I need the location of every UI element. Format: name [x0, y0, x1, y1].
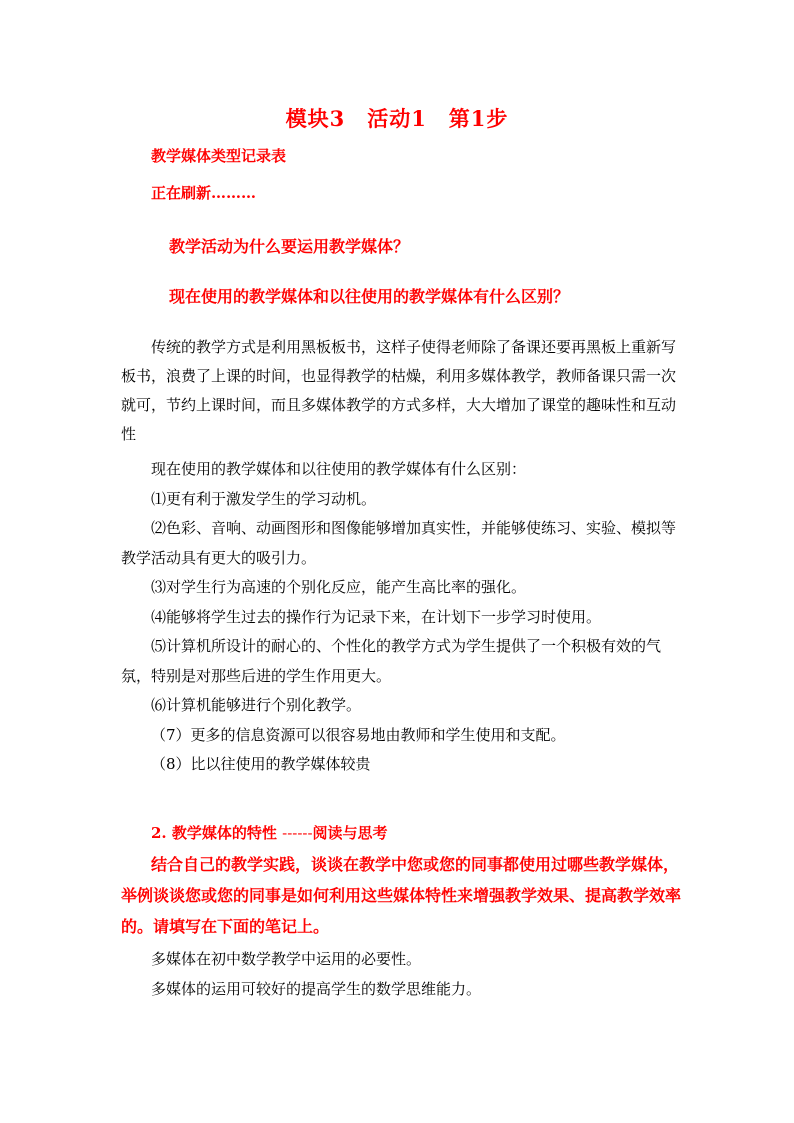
page-title: 模块3 活动1 第1步 [285, 106, 509, 131]
note-line: 多媒体在初中数学教学中运用的必要性。 [151, 950, 422, 968]
list-item: （8）比以往使用的教学媒体较贵 [151, 755, 371, 773]
question-difference: 现在使用的教学媒体和以往使用的教学媒体有什么区别？ [169, 287, 570, 306]
list-item: （7）更多的信息资源可以很容易地由教师和学生使用和支配。 [151, 725, 566, 744]
list-item: ⑵色彩、音响、动画图形和图像能够增加真实性，并能够使练习、实验、模拟等教学活动具有更大的吸引力。 [121, 519, 677, 567]
section2-heading-tail: 阅读与思考 [312, 824, 388, 842]
section2-heading-text: 2. 教学媒体的特性 [151, 824, 277, 842]
differences-list [121, 455, 681, 780]
section2-dash: ------ [282, 824, 313, 842]
list-item: ⑴更有利于激发学生的学习动机。 [151, 489, 377, 508]
table-subtitle: 教学媒体类型记录表 [151, 147, 287, 165]
question-why-media: 教学活动为什么要运用教学媒体？ [169, 237, 410, 256]
section2-heading [151, 822, 388, 843]
list-item: ⑶对学生行为高速的个别化反应，能产生高比率的强化。 [151, 578, 527, 596]
traditional-teaching-paragraph: 传统的教学方式是利用黑板板书，这样子使得老师除了备课还要再黑板上重新写板书，浪费了上课的时间，也显得教学的枯燥，利用多媒体教学，教师备课只需一次就可，节约上课时间，而且多媒体教学的方式多样，大大增加了课堂的趣味性和互动性 [121, 338, 677, 443]
notes-block [121, 944, 681, 1004]
section2-prompt: 结合自己的教学实践，谈谈在教学中您或您的同事都使用过哪些教学媒体，举例谈谈您或您的同事是如何利用这些媒体特性来增强教学效果、提高教学效率的。请填写在下面的笔记上。 [121, 855, 682, 936]
list-item: ⑹计算机能够进行个别化教学。 [151, 696, 362, 714]
list-item: ⑸计算机所设计的耐心的、个性化的教学方式为学生提供了一个积极有效的气氛，特别是对那些后进的学生作用更大。 [121, 637, 662, 685]
note-line: 多媒体的运用可较好的提高学生的数学思维能力。 [151, 980, 482, 998]
list-item: ⑷能够将学生过去的操作行为记录下来，在计划下一步学习时使用。 [151, 607, 602, 626]
differences-intro: 现在使用的教学媒体和以往使用的教学媒体有什么区别： [151, 460, 527, 478]
refreshing-status: 正在刷新……… [151, 184, 257, 202]
